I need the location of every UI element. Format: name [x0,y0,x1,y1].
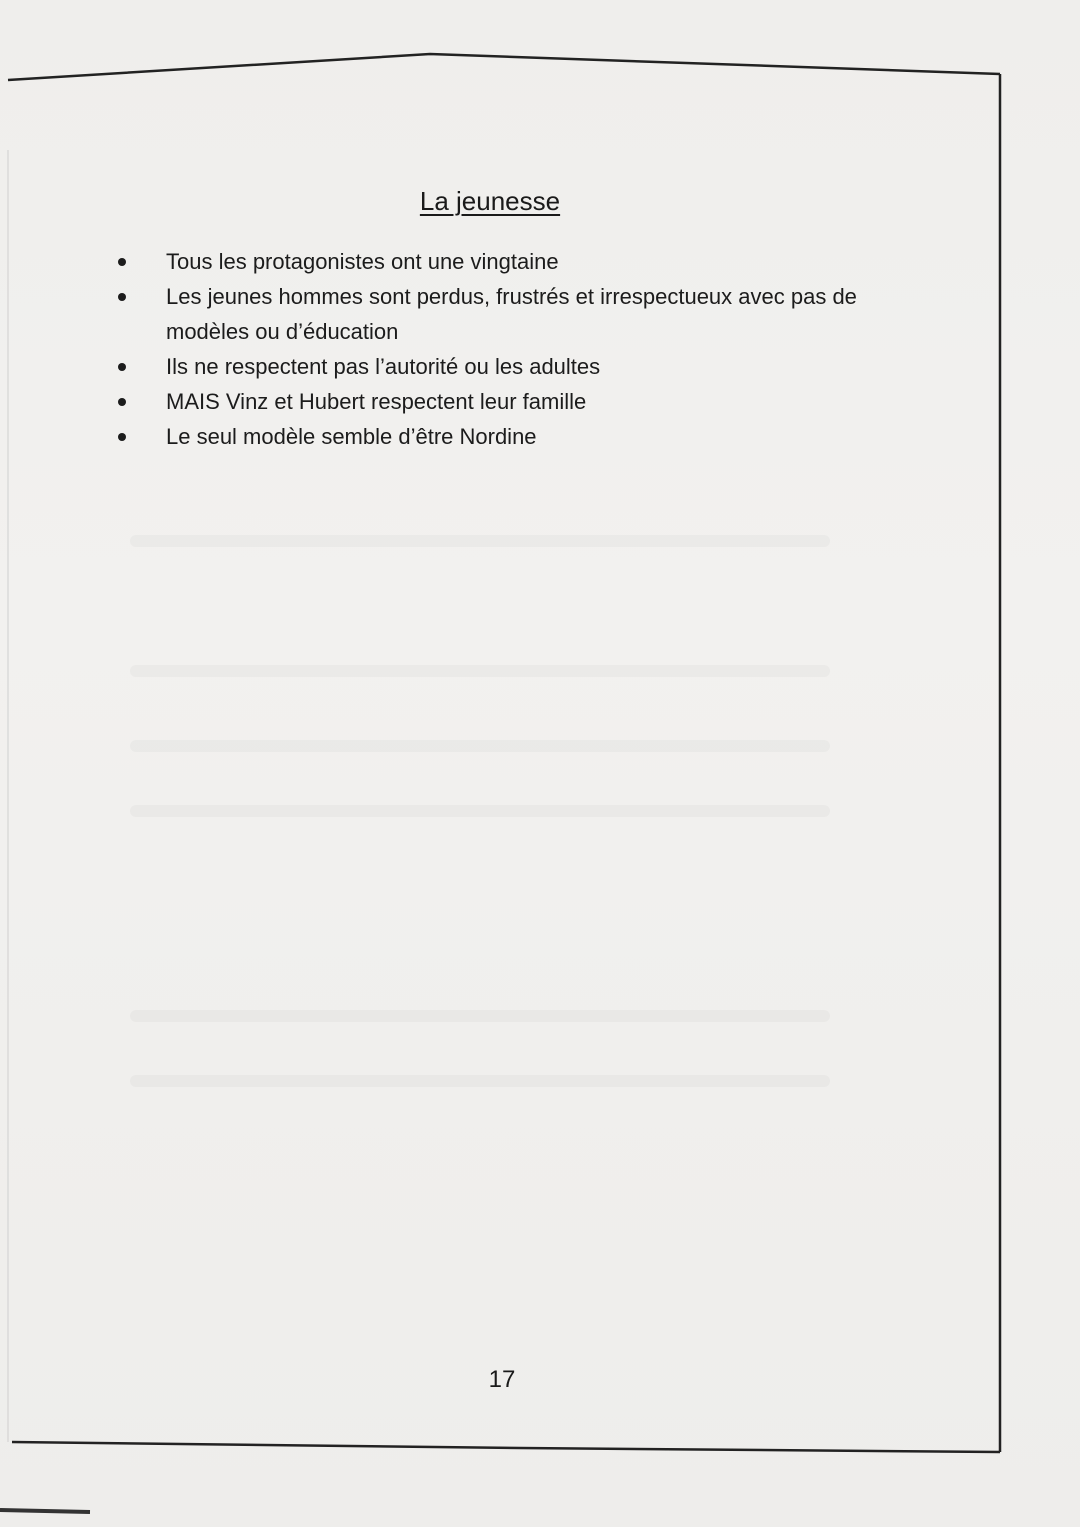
list-item-text: Ils ne respectent pas l’autorité ou les adultes [166,354,601,379]
bleed-through [130,1010,830,1022]
bleed-through [130,535,830,547]
border-bottom-line [12,1442,1000,1452]
list-item-text: Le seul modèle semble d’être Nordine [166,424,537,449]
bullet-dot-icon [118,363,126,371]
bullet-dot-icon [118,293,126,301]
bleed-through [130,805,830,817]
list-item-text: Les jeunes hommes sont perdus, frustrés et irrespectueux avec pas de modèles ou d’éducation [166,284,857,344]
list-item-text: Tous les protagonistes ont une vingtaine [166,249,559,274]
list-item [166,244,886,279]
bullet-dot-icon [118,433,126,441]
sheet-edge-bottom [0,1510,90,1512]
bullet-dot-icon [118,258,126,266]
list-item [166,349,886,384]
bullet-list [166,244,886,454]
bullet-dot-icon [118,398,126,406]
bleed-through [130,740,830,752]
list-item [166,279,886,349]
list-item [166,384,886,419]
list-item [166,419,886,454]
bleed-through [130,665,830,677]
list-item-text: MAIS Vinz et Hubert respectent leur famille [166,389,587,414]
border-top-line [8,54,1000,80]
bleed-through [130,1075,830,1087]
page-title: La jeunesse [419,186,561,216]
page-number: 17 [488,1366,516,1393]
